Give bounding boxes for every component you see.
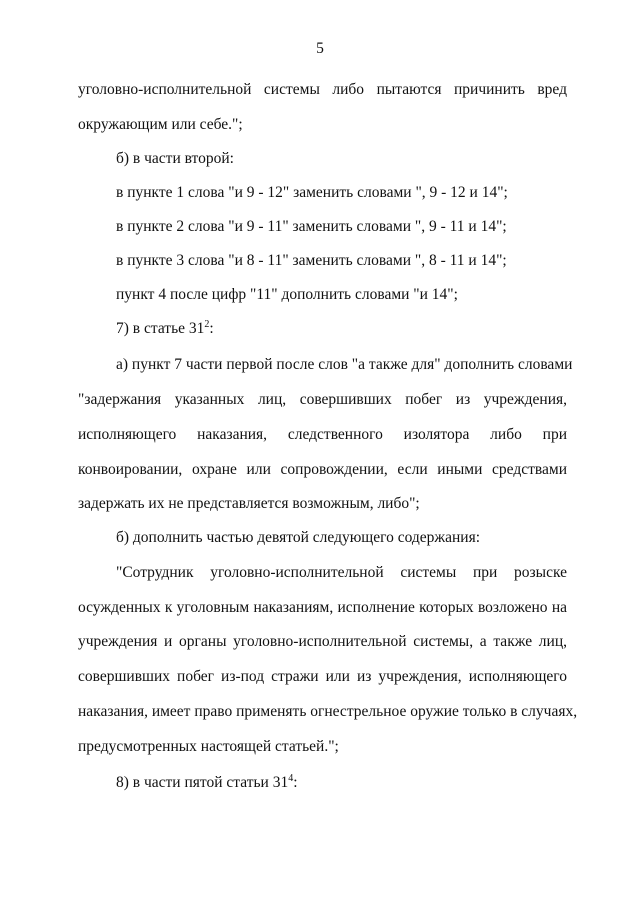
text-line: "задержания указанных лиц, совершивших побег из учреждения,: [78, 391, 567, 408]
text-line: совершивших побег из-под стражи или из учреждения, исполняющего: [78, 668, 567, 685]
superscript: 2: [204, 319, 210, 330]
text-line: предусмотренных настоящей статьей.";: [78, 738, 339, 755]
text-fragment: 8) в части пятой статьи 31: [116, 774, 289, 791]
text-line: б) в части второй:: [116, 150, 234, 167]
text-line: осужденных к уголовным наказаниям, исполнение которых возложено на: [78, 599, 567, 616]
text-line: наказания, имеет право применять огнестрельное оружие только в случаях,: [78, 703, 578, 720]
text-fragment: 7) в статье 31: [116, 320, 205, 337]
text-line: учреждения и органы уголовно-исполнительной системы, а также лиц,: [78, 633, 567, 650]
text-line-article-heading: [116, 319, 567, 339]
text-line: а) пункт 7 части первой после слов "а также для" дополнить словами: [116, 356, 573, 373]
text-line: в пункте 3 слова "и 8 - 11" заменить словами ", 8 - 11 и 14";: [116, 252, 507, 269]
text-line: конвоировании, охране или сопровождении, если иными средствами: [78, 461, 567, 478]
page-number: 5: [316, 40, 324, 57]
text-line: уголовно-исполнительной системы либо пытаются причинить вред: [78, 81, 567, 98]
text-line: в пункте 2 слова "и 9 - 11" заменить словами ", 9 - 11 и 14";: [116, 218, 507, 235]
text-line-article-heading: [116, 773, 567, 793]
text-line: окружающим или себе.";: [78, 116, 243, 133]
text-line: в пункте 1 слова "и 9 - 12" заменить словами ", 9 - 12 и 14";: [116, 184, 508, 201]
text-line: "Сотрудник уголовно-исполнительной системы при розыске: [116, 564, 567, 581]
text-fragment: :: [293, 774, 298, 791]
text-line: пункт 4 после цифр "11" дополнить словами "и 14";: [116, 286, 458, 303]
text-fragment: :: [209, 320, 214, 337]
text-line: б) дополнить частью девятой следующего содержания:: [116, 529, 481, 546]
superscript: 4: [288, 773, 294, 784]
text-line: задержать их не представляется возможным, либо";: [78, 495, 420, 512]
text-line: исполняющего наказания, следственного изолятора либо при: [78, 426, 567, 443]
